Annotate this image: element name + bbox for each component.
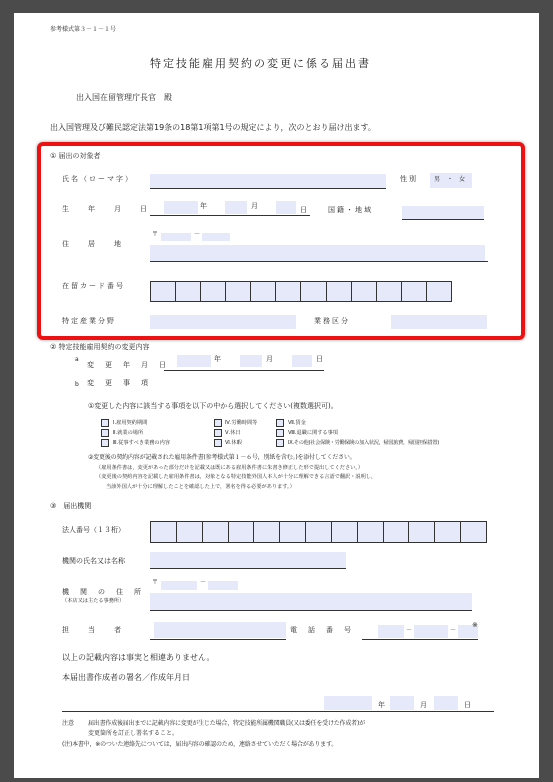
corp-number-cell[interactable] — [177, 522, 203, 542]
change-items-instruction: ①変更した内容に該当する事項を以下の中から選択してください(複数選択可)。 — [88, 402, 338, 410]
form-number: 参考様式第３－１－１号 — [50, 26, 117, 33]
corp-number-cell[interactable] — [229, 522, 255, 542]
sex-male-option[interactable]: 男 — [434, 176, 441, 183]
contact-person-underline — [150, 639, 286, 640]
change-date-underline — [164, 370, 324, 371]
corp-number-cell[interactable] — [254, 522, 280, 542]
dob-day-unit: 日 — [300, 206, 307, 214]
corp-number-cell[interactable] — [151, 522, 177, 542]
change-day-input[interactable] — [292, 355, 312, 367]
option-other-label: Ⅸ.その他(社会保険・労働保険の加入状況，帰国旅費，帰国担保措置) — [288, 440, 439, 446]
corp-number-cell[interactable] — [409, 522, 435, 542]
signature-year-unit: 年 — [378, 701, 385, 709]
corp-number-cell[interactable] — [306, 522, 332, 542]
option-holidays-checkbox[interactable] — [214, 429, 222, 437]
phone-label: 電 話 番 号 — [290, 626, 353, 634]
address-postal-dash: － — [194, 231, 201, 238]
card-number-label: 在留カード番号 — [62, 282, 125, 290]
contact-asterisk: ※ — [472, 621, 478, 629]
corp-number-cell[interactable] — [461, 522, 486, 542]
corp-number-cell[interactable] — [203, 522, 229, 542]
corp-number-cell[interactable] — [384, 522, 410, 542]
phone-exchange-input[interactable] — [414, 625, 448, 638]
phone-dash-1: － — [406, 627, 413, 634]
item-b-mark: b — [75, 381, 79, 388]
phone-area-input[interactable] — [378, 625, 404, 638]
change-date-label: 変 更 年 月 日 — [87, 361, 168, 369]
option-wages-label: Ⅶ.賃金 — [288, 420, 306, 426]
corp-number-cell[interactable] — [358, 522, 384, 542]
option-job-content-checkbox[interactable] — [101, 439, 109, 447]
signature-year-input[interactable] — [324, 696, 372, 710]
industry-field-label: 特定産業分野 — [62, 317, 116, 325]
section1-heading: ① 届出の対象者 — [50, 152, 101, 160]
option-retirement-label: Ⅷ.退職に関する事項 — [288, 430, 338, 436]
nationality-label: 国籍・地域 — [328, 206, 373, 214]
org-name-label: 機関の氏名又は名称 — [62, 557, 125, 565]
item-a-mark: a — [75, 356, 79, 363]
org-postal-first-input[interactable] — [161, 581, 197, 590]
attachment-note-1: （雇用条件書は，変更があった部分だけを記載又は既にある雇用条件書に朱書き修正した形で提出してください。） — [96, 465, 364, 471]
address-label: 住 居 地 — [62, 240, 127, 248]
attachment-note-3: 当該外国人が十分に理解したことを確認した上で，署名を得る必要があります。） — [106, 484, 295, 490]
note-line-1b: 変更箇所を訂正し署名すること。 — [88, 730, 179, 737]
option-workplace-label: Ⅱ.就業の場所 — [113, 430, 144, 436]
dob-month-unit: 月 — [251, 202, 258, 210]
signature-day-input[interactable] — [434, 696, 458, 710]
contact-person-input[interactable] — [154, 622, 286, 638]
option-leave-label: Ⅵ.休暇 — [225, 440, 242, 446]
phone-underline — [362, 639, 478, 640]
signature-label: 本届出書作成者の署名／作成年月日 — [62, 673, 190, 682]
form-title: 特定技能雇用契約の変更に係る届出書 — [150, 57, 371, 70]
option-retirement-checkbox[interactable] — [276, 429, 284, 437]
corp-number-cell[interactable] — [280, 522, 306, 542]
option-employment-period-checkbox[interactable] — [101, 419, 109, 427]
option-working-hours-label: Ⅳ.労働時間等 — [225, 420, 258, 426]
signature-day-unit: 日 — [464, 701, 471, 709]
change-month-unit: 月 — [266, 355, 273, 363]
org-name-input[interactable] — [150, 552, 346, 568]
note-line-2: (注)本書中，※のついた連絡先については，届出内容の確認のため，連絡させていただく場合があります。 — [62, 741, 338, 748]
change-month-input[interactable] — [240, 355, 262, 367]
corp-number-grid[interactable] — [150, 521, 487, 543]
option-other-checkbox[interactable] — [276, 439, 284, 447]
attachment-note-2: （変更後の契約内容を記載した雇用条件書は，対象となる特定技能外国人本人が十分に理解できる言語で翻訳・説明し， — [96, 474, 377, 480]
note-line-1: 届出書作成後届出までに記載内容に変更が生じた場合，特定技能所属機関職員(又は委任を受けた作成者)が — [88, 720, 365, 727]
option-workplace-checkbox[interactable] — [101, 429, 109, 437]
dob-year-unit: 年 — [200, 202, 207, 210]
section2-heading: ② 特定技能雇用契約の変更内容 — [50, 343, 150, 351]
attachment-instruction: ②変更後の契約内容が記載された雇用条件書(参考様式第１－６号，別紙を含む。)を添付してください。 — [88, 454, 356, 461]
section3-heading: ③ 届出機関 — [50, 502, 92, 510]
change-year-unit: 年 — [214, 355, 221, 363]
org-address-label: 機 関 の 住 所 — [62, 588, 143, 596]
option-working-hours-checkbox[interactable] — [214, 419, 222, 427]
phone-dash-2: － — [450, 627, 457, 634]
signature-underline — [62, 711, 494, 712]
note-label: 注意 — [62, 720, 75, 727]
name-label: 氏名（ローマ字） — [62, 175, 134, 183]
org-address-input[interactable] — [150, 593, 472, 610]
sex-label: 性別 — [400, 175, 418, 183]
corp-number-label: 法人番号（１３桁） — [62, 526, 125, 534]
contact-person-label: 担 当 者 — [62, 626, 127, 634]
addressee: 出入国在留管理庁長官 殿 — [76, 93, 172, 102]
change-items-label: 変 更 事 項 — [87, 379, 150, 387]
org-address-sublabel: （本店又は主たる事務所） — [62, 598, 125, 604]
change-day-unit: 日 — [316, 355, 323, 363]
sex-female-option[interactable]: 女 — [459, 176, 466, 183]
signature-month-input[interactable] — [390, 696, 414, 710]
option-wages-checkbox[interactable] — [276, 419, 284, 427]
option-leave-checkbox[interactable] — [214, 439, 222, 447]
address-postal-mark: 〒 — [152, 231, 159, 238]
org-name-underline — [150, 568, 346, 569]
preamble: 出入国管理及び難民認定法第19条の18第1項第1号の規定により，次のとおり届け出ます。 — [50, 123, 376, 132]
change-year-input[interactable] — [177, 355, 211, 367]
section1-highlight-frame — [37, 142, 525, 340]
dob-label: 生 年 月 日 — [62, 205, 153, 213]
work-category-label: 業務区分 — [314, 317, 350, 325]
form-page — [14, 13, 539, 778]
sex-separator: ・ — [447, 176, 454, 183]
signature-month-unit: 月 — [420, 701, 427, 709]
org-postal-second-input[interactable] — [208, 581, 238, 590]
option-employment-period-label: Ⅰ.雇用契約期間 — [113, 420, 148, 426]
option-holidays-label: Ⅴ.休日 — [225, 430, 241, 436]
org-postal-mark: 〒 — [152, 579, 159, 586]
corp-number-cell[interactable] — [435, 522, 461, 542]
corp-number-cell[interactable] — [332, 522, 358, 542]
org-address-underline — [150, 610, 472, 611]
confirmation-statement: 以上の記載内容は事実と相違ありません。 — [62, 653, 215, 662]
option-job-content-label: Ⅲ.従事すべき業務の内容 — [113, 440, 170, 446]
org-postal-dash: － — [200, 579, 207, 586]
